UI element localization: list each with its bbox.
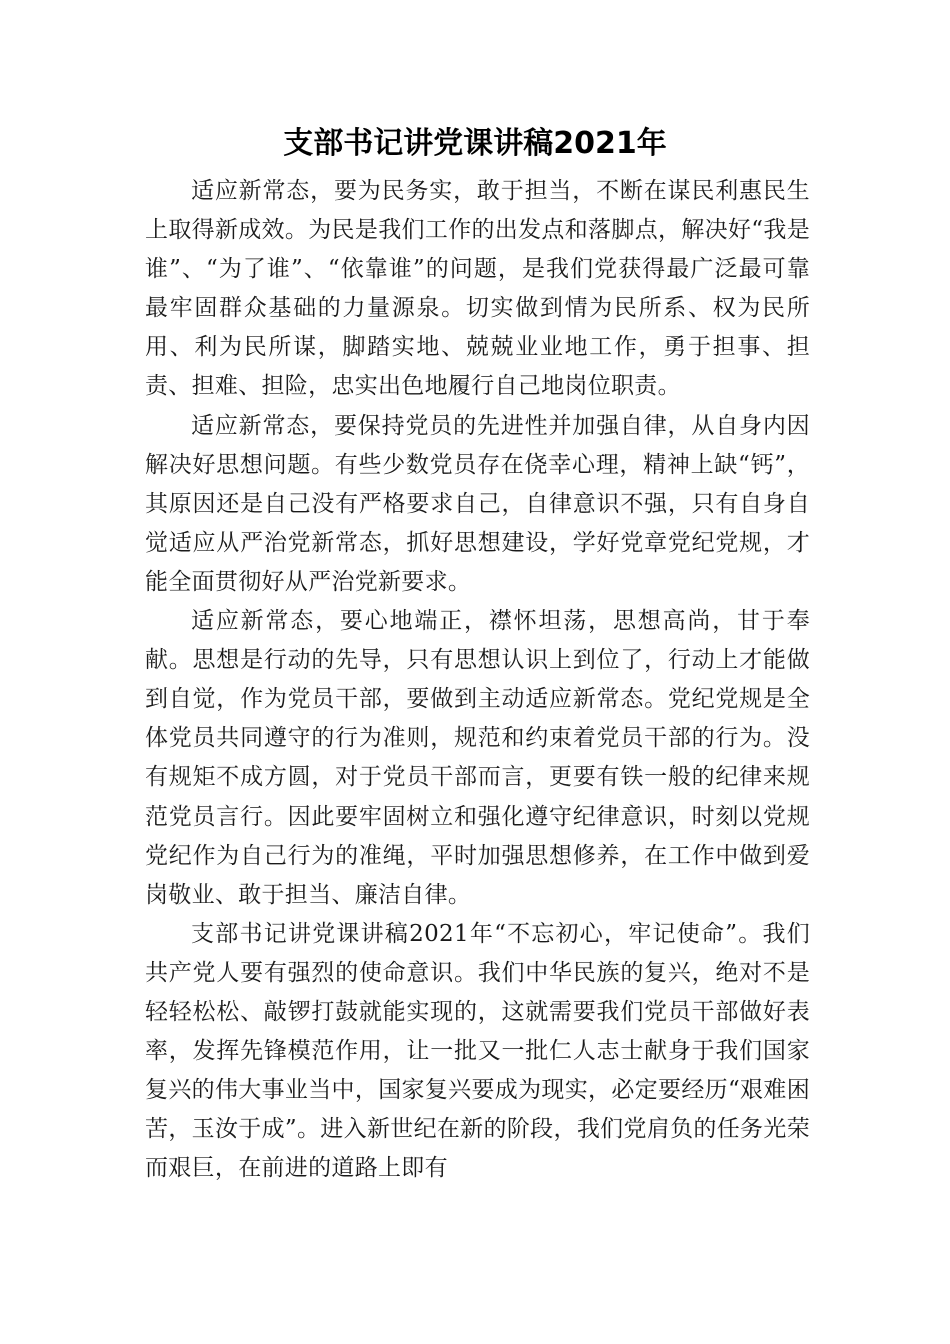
paragraph-1: 适应新常态，要为民务实，敢于担当，不断在谋民利惠民生上取得新成效。为民是我们工作的出发点和落脚点，解决好“我是谁”、“为了谁”、“依靠谁”的问题，是我们党获得最广泛最可靠最牢固群众基础的力量源泉。切实做到情为民所系、权为民所用、利为民所谋，脚踏实地、兢兢业业地工作，勇于担事、担责、担难、担险，忠实出色地履行自己地岗位职责。 xyxy=(145,178,810,400)
paragraph-3: 适应新常态，要心地端正，襟怀坦荡，思想高尚，甘于奉献。思想是行动的先导，只有思想认识上到位了，行动上才能做到自觉，作为党员干部，要做到主动适应新常态。党纪党规是全体党员共同遵守的行为准则，规范和约束着党员干部的行为。没有规矩不成方圆，对于党员干部而言，更要有铁一般的纪律来规范党员言行。因此要牢固树立和强化遵守纪律意识，时刻以党规党纪作为自己行为的准绳，平时加强思想修养，在工作中做到爱岗敬业、敢于担当、廉洁自律。 xyxy=(145,608,810,908)
document-title: 支部书记讲党课讲稿2021年 xyxy=(283,126,667,161)
document-body xyxy=(145,172,810,1188)
paragraph-2: 适应新常态，要保持党员的先进性并加强自律，从自身内因解决好思想问题。有些少数党员存在侥幸心理，精神上缺“钙”，其原因还是自己没有严格要求自己，自律意识不强，只有自身自觉适应从严治党新常态，抓好思想建设，学好党章党纪党规，才能全面贯彻好从严治党新要求。 xyxy=(145,412,810,595)
paragraph-4: 支部书记讲党课讲稿2021年“不忘初心，牢记使命”。我们共产党人要有强烈的使命意识。我们中华民族的复兴，绝对不是轻轻松松、敲锣打鼓就能实现的，这就需要我们党员干部做好表率，发挥先锋模范作用，让一批又一批仁人志士献身于我们国家复兴的伟大事业当中，国家复兴要成为现实，必定要经历“艰难困苦，玉汝于成”。进入新世纪在新的阶段，我们党肩负的任务光荣而艰巨，在前进的道路上即有 xyxy=(145,920,810,1182)
